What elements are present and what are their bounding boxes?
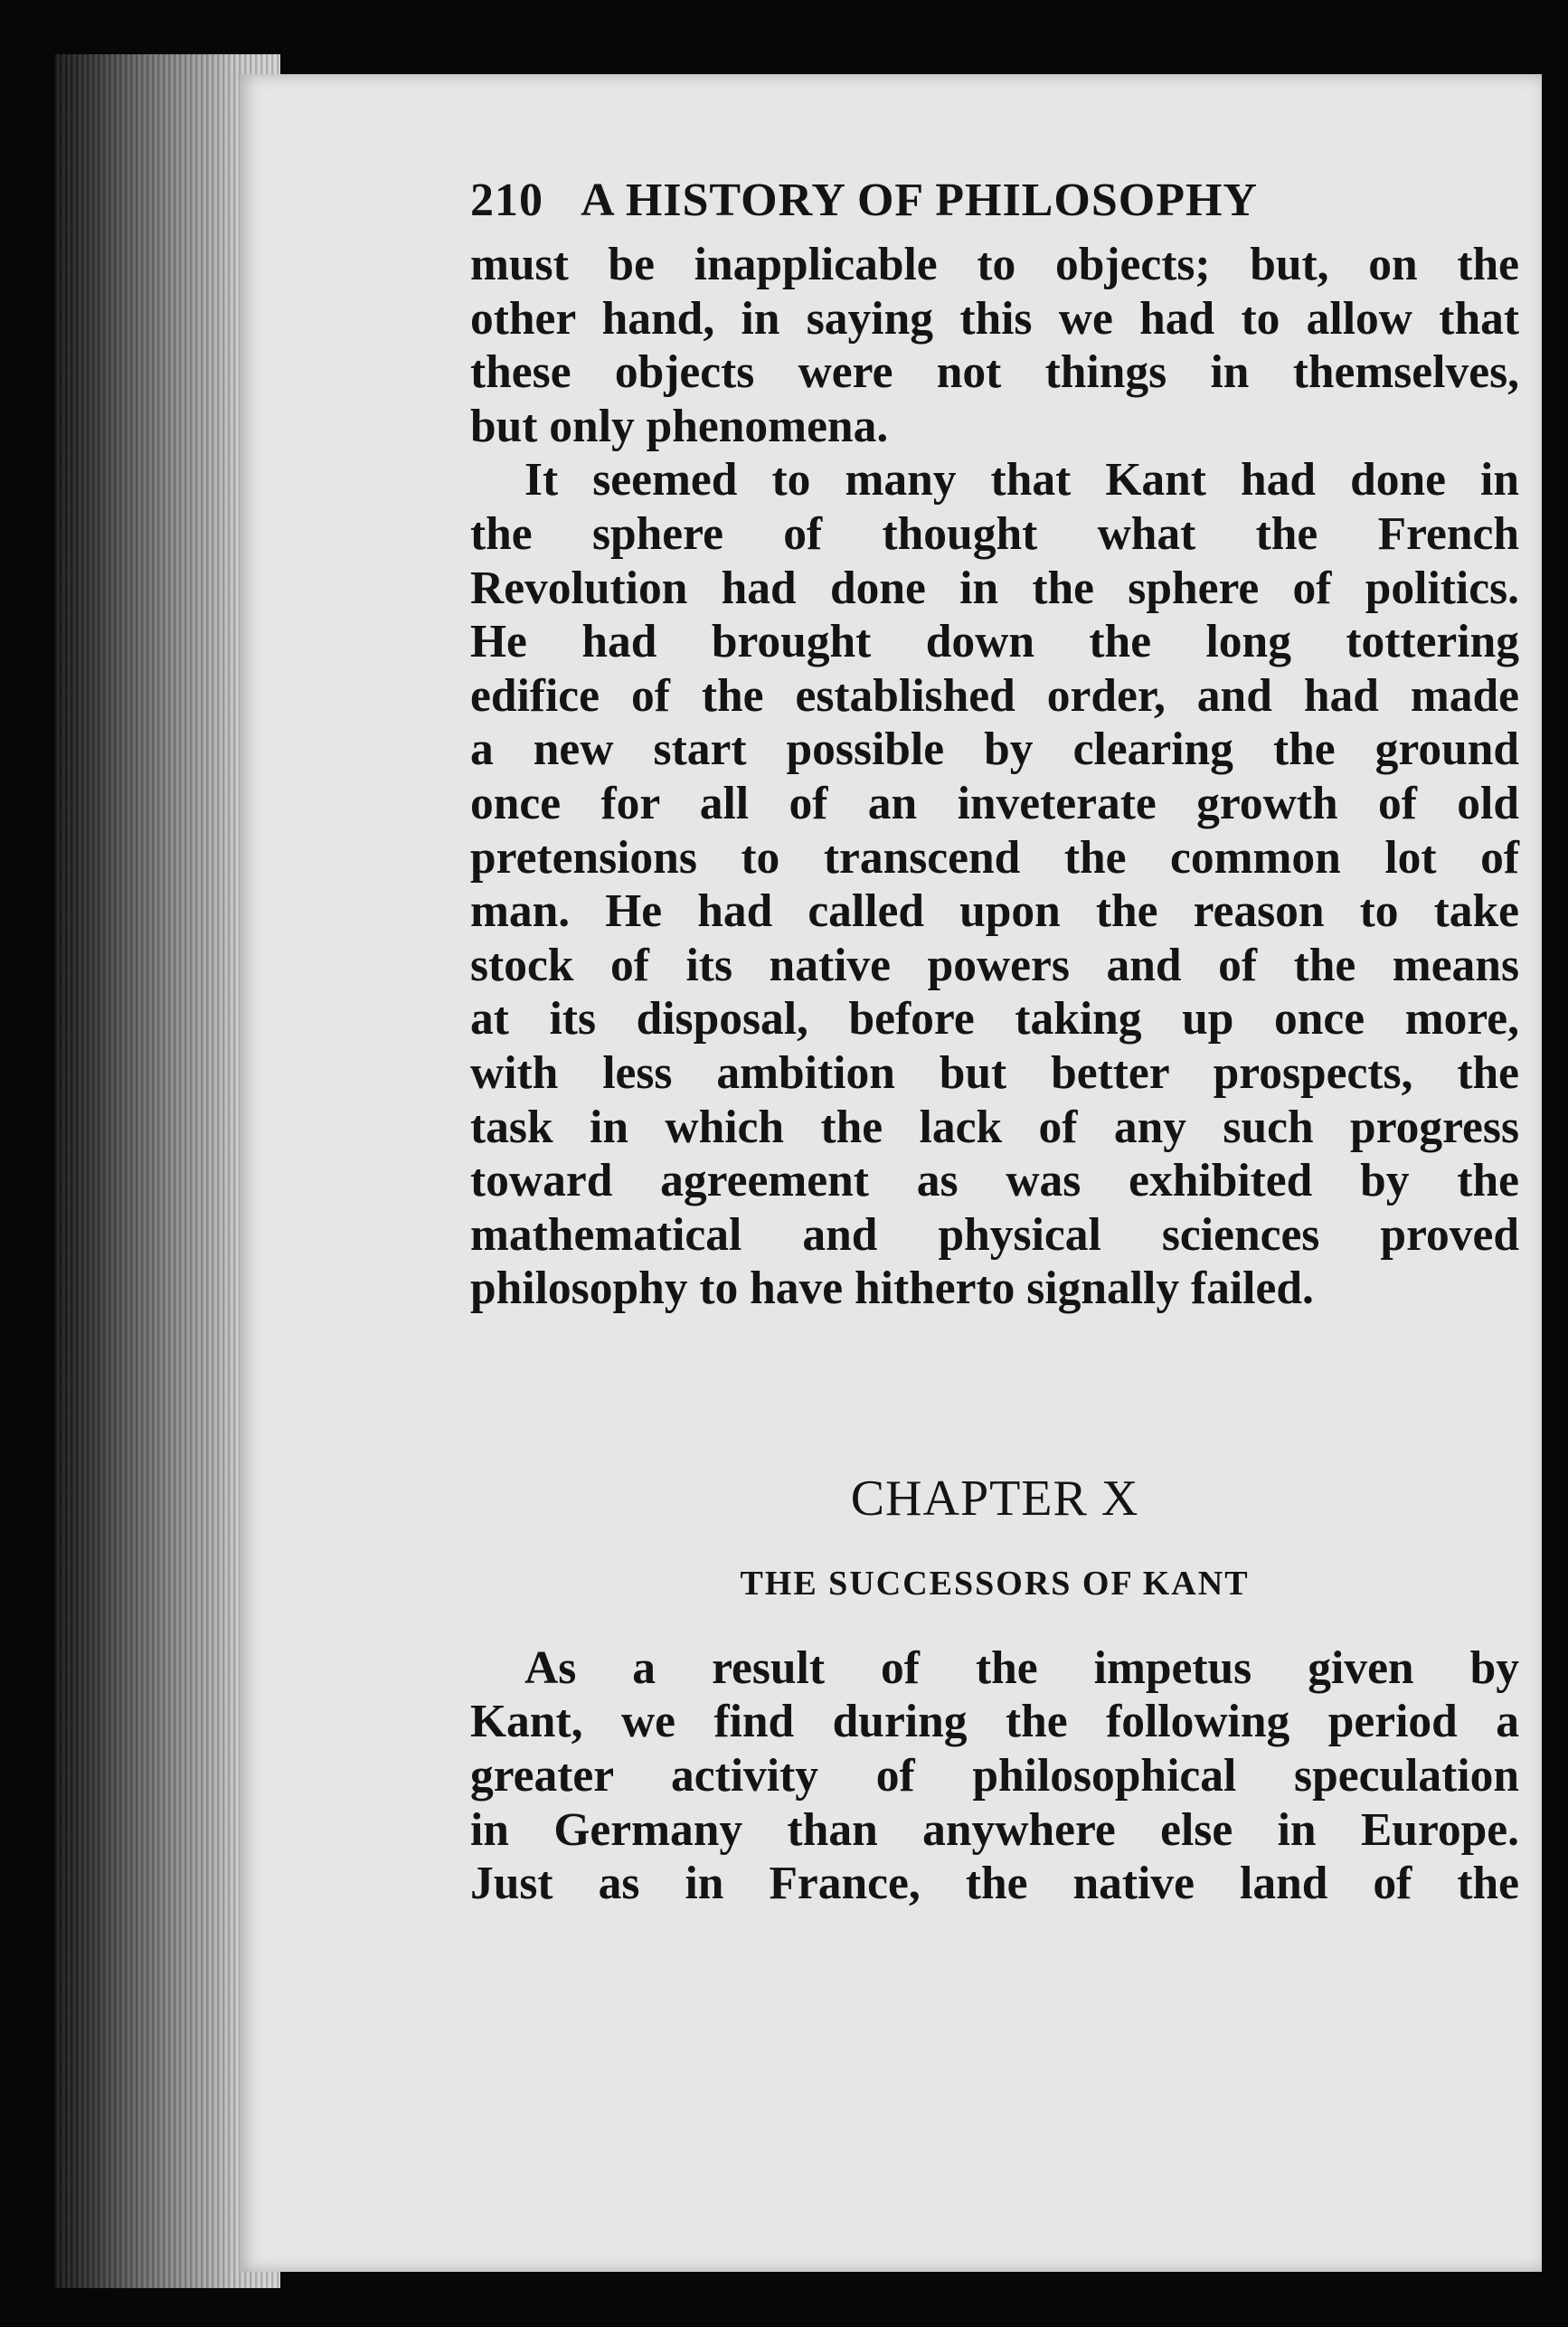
text-line: toward agreement as was exhibited by the bbox=[470, 1155, 1519, 1207]
text-line: He had brought down the long tottering bbox=[470, 616, 1519, 668]
text-line: stock of its native powers and of the means bbox=[470, 939, 1519, 991]
text-line: with less ambition but better prospects, the bbox=[470, 1046, 1519, 1099]
running-head bbox=[470, 174, 1519, 227]
chapter-subtitle: THE SUCCESSORS OF KANT bbox=[740, 1564, 1250, 1603]
text-line: It seemed to many that Kant had done in bbox=[524, 454, 1519, 506]
text-line: pretensions to transcend the common lot of bbox=[470, 831, 1519, 884]
text-line: edifice of the established order, and had made bbox=[470, 669, 1519, 722]
paragraph-chapter-opening bbox=[470, 1641, 1519, 1911]
text-line: philosophy to have hitherto signally failed. bbox=[470, 1263, 1314, 1315]
text-line: man. He had called upon the reason to take bbox=[470, 885, 1519, 938]
book-page bbox=[240, 74, 1542, 2272]
text-line: in Germany than anywhere else in Europe. bbox=[470, 1803, 1519, 1856]
text-line: these objects were not things in themselves, bbox=[470, 346, 1519, 399]
running-head-title: A HISTORY OF PHILOSOPHY bbox=[581, 175, 1258, 226]
text-line: but only phenomena. bbox=[470, 400, 889, 452]
page-content bbox=[470, 174, 1519, 1911]
text-line: at its disposal, before taking up once more, bbox=[470, 993, 1519, 1045]
paragraph-kant-revolution bbox=[470, 453, 1519, 1316]
text-line: As a result of the impetus given by bbox=[524, 1641, 1519, 1694]
text-line: Revolution had done in the sphere of politics. bbox=[470, 562, 1519, 614]
text-line: once for all of an inveterate growth of old bbox=[470, 777, 1519, 829]
text-line: greater activity of philosophical speculation bbox=[470, 1750, 1519, 1802]
text-line: other hand, in saying this we had to allow that bbox=[470, 292, 1519, 345]
text-line: must be inapplicable to objects; but, on the bbox=[470, 239, 1519, 290]
chapter-title: CHAPTER X bbox=[850, 1470, 1139, 1527]
paragraph-continuation bbox=[470, 238, 1519, 453]
text-line: task in which the lack of any such progress bbox=[470, 1101, 1519, 1153]
page-number: 210 bbox=[470, 175, 543, 226]
text-line: Just as in France, the native land of the bbox=[470, 1858, 1519, 1910]
text-line: a new start possible by clearing the ground bbox=[470, 724, 1519, 776]
text-line: Kant, we find during the following period a bbox=[470, 1696, 1519, 1748]
text-line: mathematical and physical sciences proved bbox=[470, 1208, 1519, 1261]
text-line: the sphere of thought what the French bbox=[470, 507, 1519, 560]
